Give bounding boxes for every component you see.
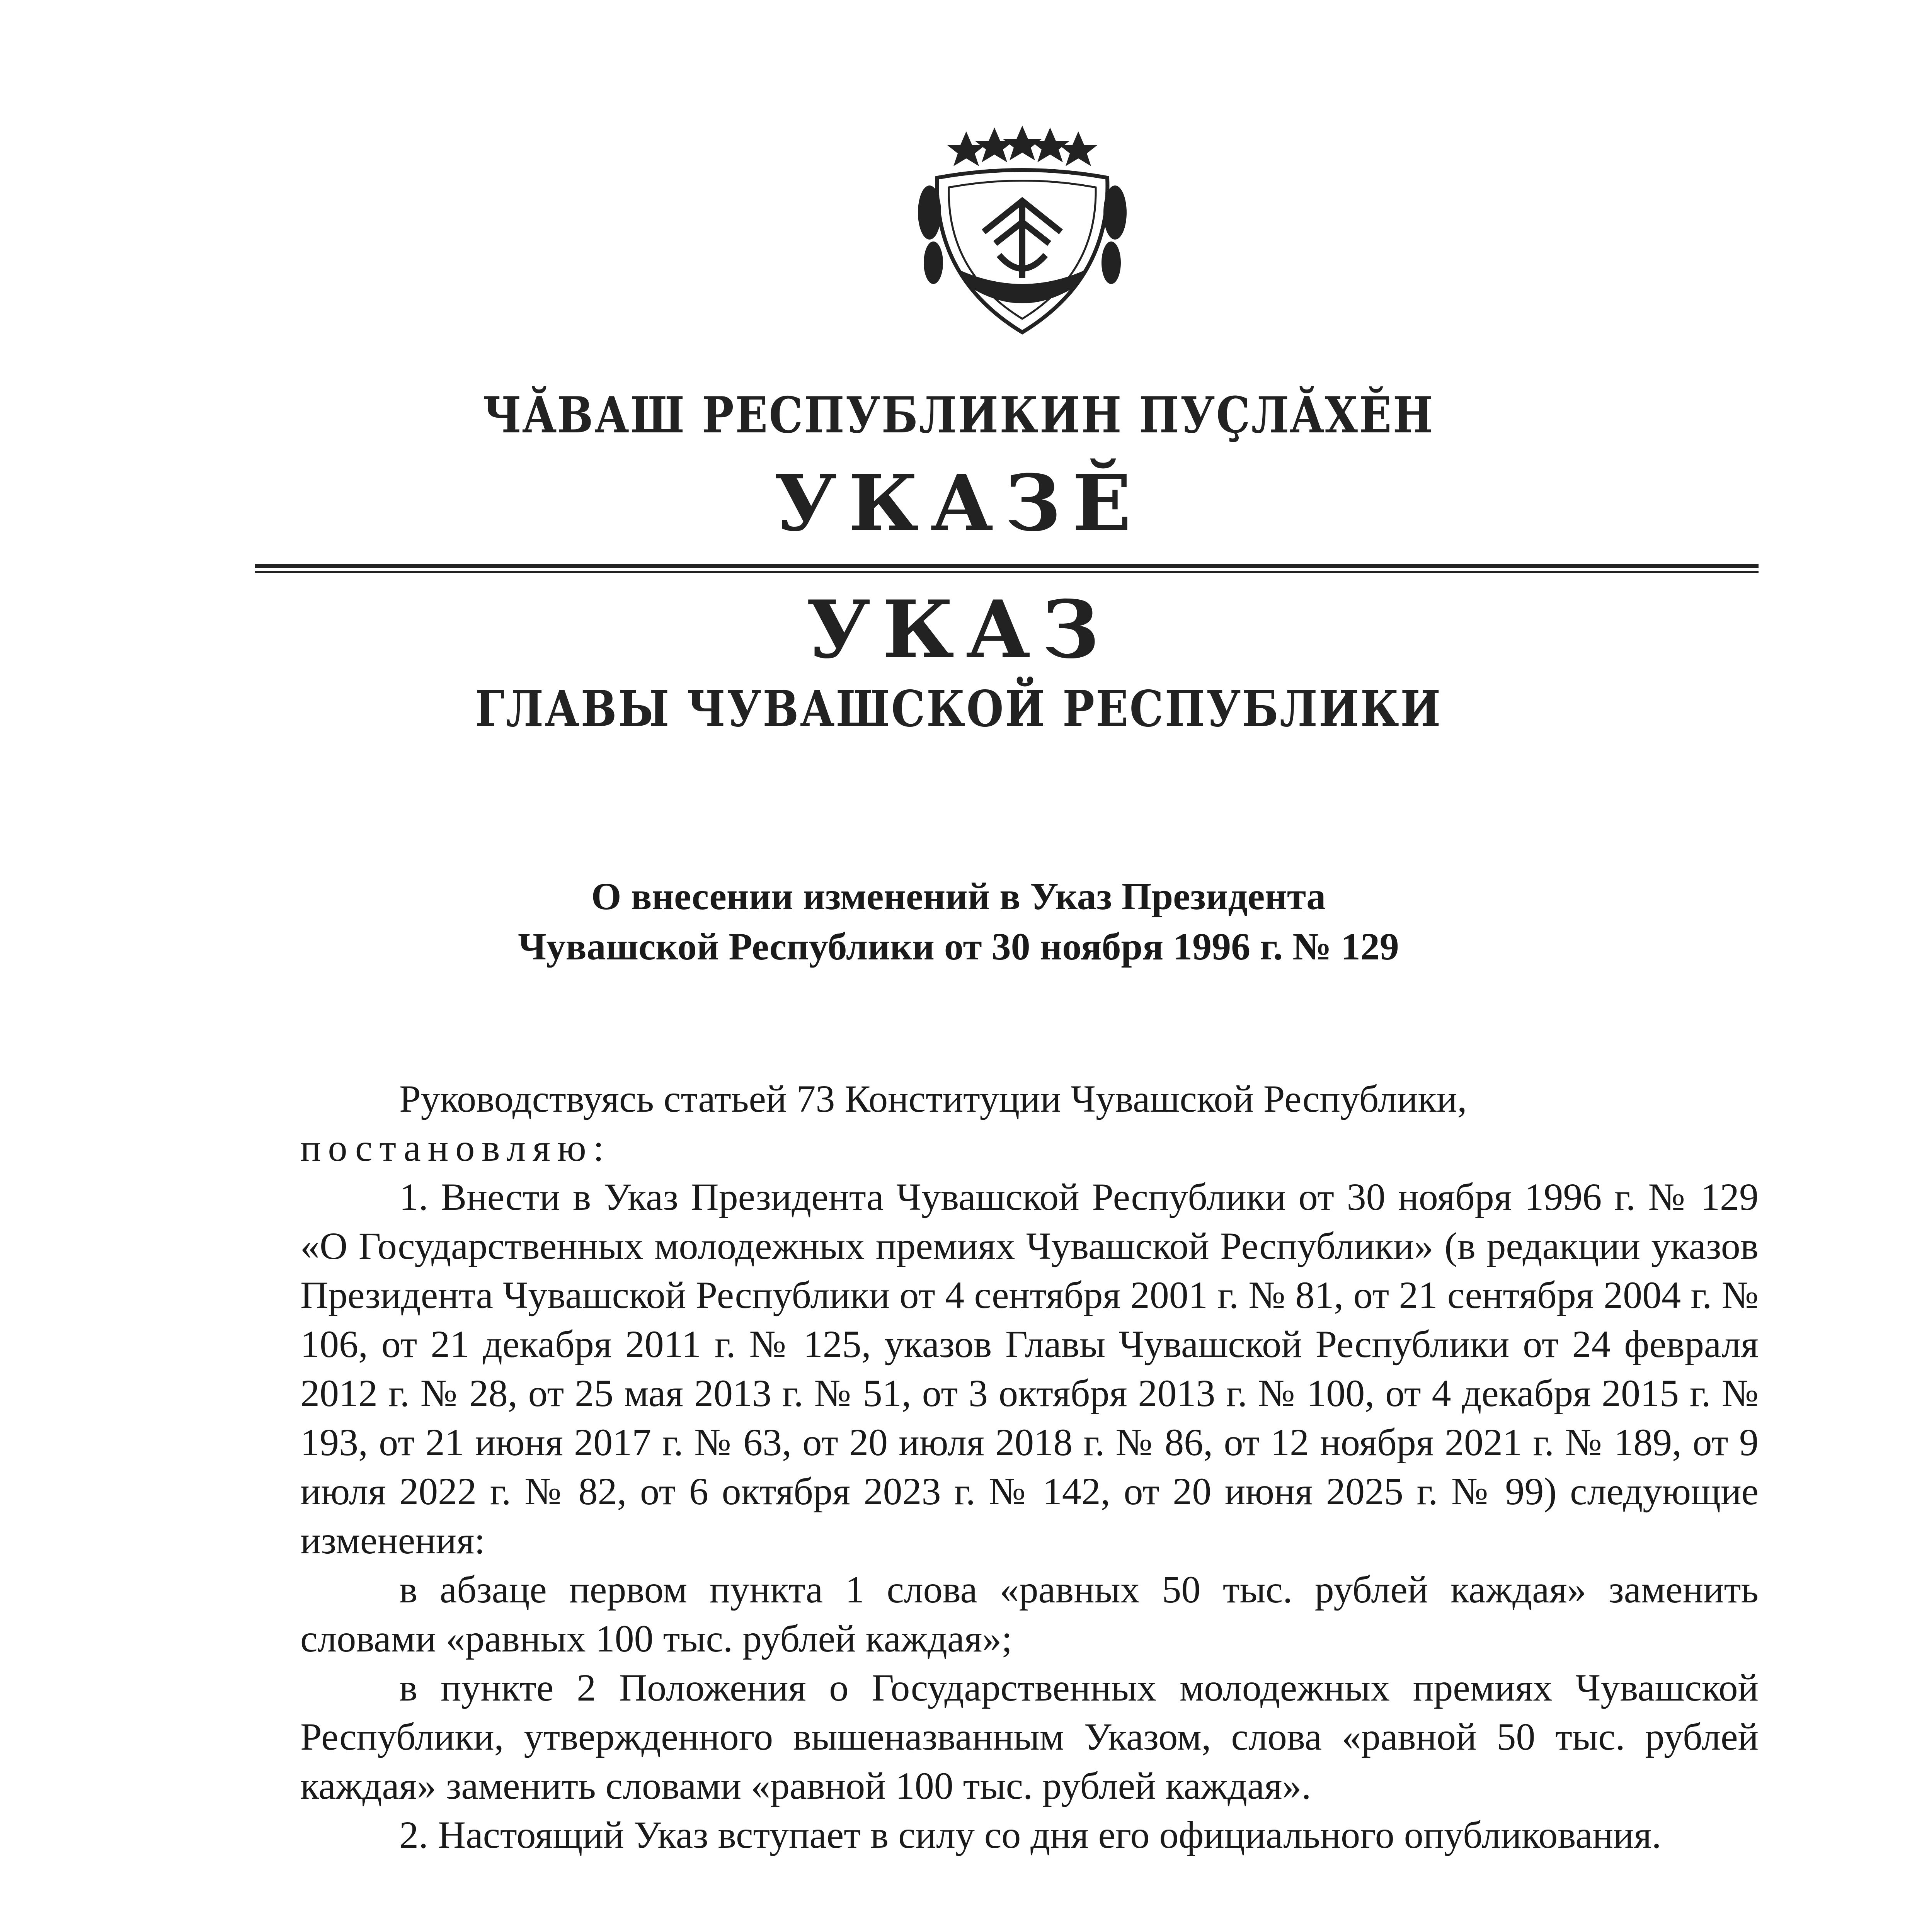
subpoint-1-paragraph: в абзаце первом пункта 1 слова «равных 50 тыс. рублей каждая» заменить словами «равных 100 тыс. рублей каждая»; xyxy=(300,1568,1759,1660)
document-title-line1: О внесении изменений в Указ Президента xyxy=(591,875,1326,918)
point-1-paragraph: 1. Внести в Указ Президента Чувашской Республики от 30 ноября 1996 г. № 129 «О Государственных молодежных премиях Чувашской Республики» (в редакции указов Президента Чувашской Республики от 4 сентября 2001 г. № 81, от 21 сентября 2004 г. № 106, от 21 декабря 2011 г. № 125, указов Главы Чувашской Республики от 24 февраля 2012 г. № 28, от 25 мая 2013 г. № 51, от 3 октября 2013 г. № 100, от 4 декабря 2015 г. № 193, от 21 июня 2017 г. № 63, от 20 июля 2018 г. № 86, от 12 ноября 2021 г. № 189, от 9 июля 2022 г. № 82, от 6 октября 2023 г. № 142, от 20 июня 2025 г. № 99) следующие изменения: xyxy=(300,1175,1759,1562)
document-title xyxy=(0,871,1917,972)
intro-paragraph: Руководствуясь статьей 73 Конституции Чувашской Республики, xyxy=(399,1077,1467,1120)
header-russian-title: ГЛАВЫ ЧУВАШСКОЙ РЕСПУБЛИКИ xyxy=(475,680,1442,738)
point-2-paragraph: 2. Настоящий Указ вступает в силу со дня его официального опубликования. xyxy=(399,1813,1662,1856)
header-chuvash-decree: УКАЗĔ xyxy=(774,458,1143,549)
header-chuvash-title: ЧĂВАШ РЕСПУБЛИКИН ПУÇЛĂХĔН xyxy=(482,386,1435,444)
document-title-line2: Чувашской Республики от 30 ноября 1996 г. № 129 xyxy=(518,925,1399,968)
header-divider-thick xyxy=(255,564,1759,568)
document-body xyxy=(300,1074,1759,1859)
decree-word: постановляю: xyxy=(300,1126,611,1169)
subpoint-2-paragraph: в пункте 2 Положения о Государственных молодежных премиях Чувашской Республики, утвержденного вышеназванным Указом, слова «равной 50 тыс. рублей каждая» заменить словами «равной 100 тыс. рублей каждая». xyxy=(300,1666,1759,1807)
coat-of-arms-emblem xyxy=(906,116,1138,348)
header-russian-decree: УКАЗ xyxy=(806,583,1111,676)
header-divider-thin xyxy=(255,571,1759,573)
